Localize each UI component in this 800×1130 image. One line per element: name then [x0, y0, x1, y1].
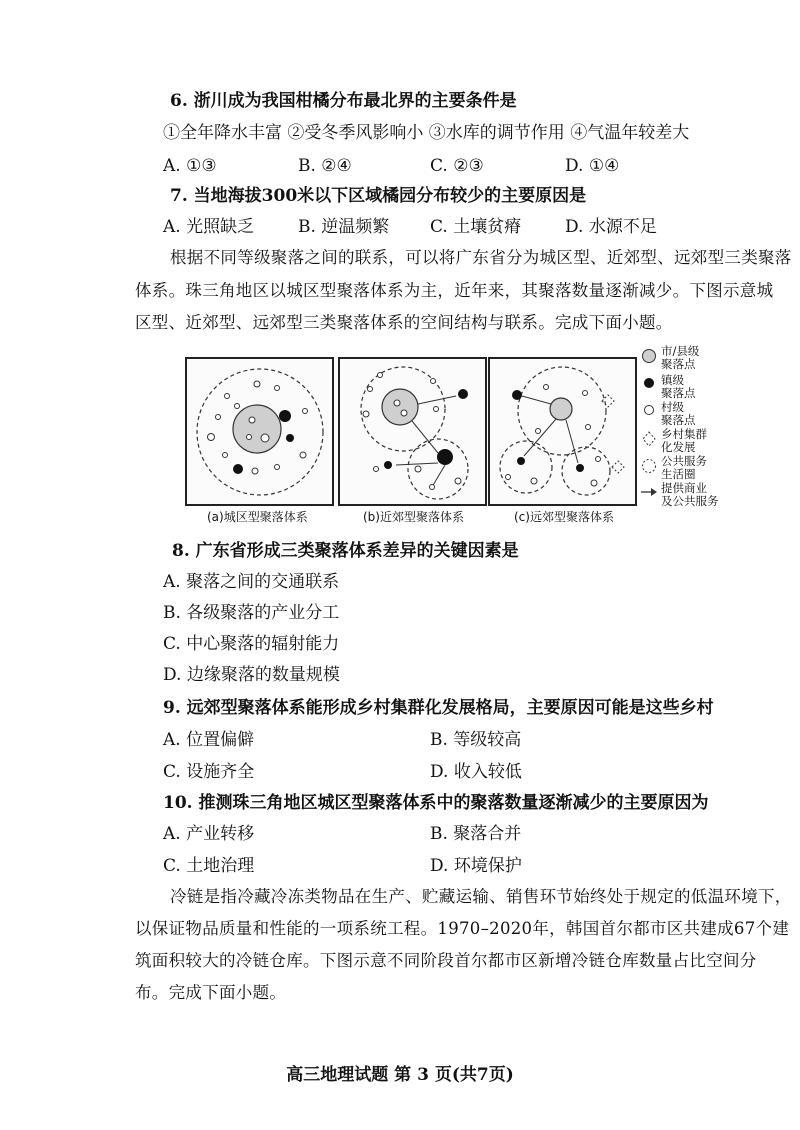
- town-settlement-icon: [643, 377, 655, 389]
- q10-option-d: D. 环境保护: [430, 856, 522, 876]
- q10-stem: 10. 推测珠三角地区城区型聚落体系中的聚落数量逐渐减少的主要原因为: [163, 793, 709, 813]
- exurban-settlement-diagram: [490, 359, 635, 504]
- service-arrow-icon: [640, 486, 658, 498]
- q9-stem: 9. 远郊型聚落体系能形成乡村集群化发展格局，主要原因可能是这些乡村: [163, 698, 714, 718]
- legend-service-arrow: 提供商业 及公共服务: [661, 481, 719, 508]
- urban-settlement-diagram: [187, 359, 332, 504]
- village-settlement-icon: [643, 404, 655, 416]
- figure-caption-b: (b)近郊型聚落体系: [363, 510, 464, 524]
- city-county-settlement-icon: [641, 348, 657, 364]
- passage2-line: 以保证物品质量和性能的一项系统工程。1970–2020年，韩国首尔都市区共建成67个建: [135, 919, 790, 938]
- q7-option-c: C. 土壤贫瘠: [430, 217, 522, 237]
- q8-option-b: B. 各级聚落的产业分工: [163, 603, 340, 623]
- passage1-line: 根据不同等级聚落之间的联系，可以将广东省分为城区型、近郊型、远郊型三类聚落: [170, 248, 792, 267]
- suburban-settlement-diagram: [340, 359, 485, 504]
- q10-option-c: C. 土地治理: [163, 856, 255, 876]
- q8-option-d: D. 边缘聚落的数量规模: [163, 665, 340, 685]
- q6-option-a: A. ①③: [163, 156, 217, 176]
- figure-panel-exurban: [488, 357, 637, 506]
- passage1-line: 区型、近郊型、远郊型三类聚落体系的空间结构与联系。完成下面小题。: [135, 313, 673, 332]
- q9-option-c: C. 设施齐全: [163, 762, 255, 782]
- q7-option-a: A. 光照缺乏: [163, 217, 255, 237]
- passage1-line: 体系。珠三角地区以城区型聚落体系为主，近年来，其聚落数量逐渐减少。下图示意城: [135, 281, 774, 300]
- q9-option-d: D. 收入较低: [430, 762, 522, 782]
- q6-stem: 6. 浙川成为我国柑橘分布最北界的主要条件是: [170, 91, 517, 111]
- legend-town: 镇级 聚落点: [661, 373, 696, 400]
- figure-caption-c: (c)远郊型聚落体系: [514, 510, 614, 524]
- q10-option-b: B. 聚落合并: [430, 824, 522, 844]
- passage2-line: 筑面积较大的冷链仓库。下图示意不同阶段首尔都市区新增冷链仓库数量占比空间分: [135, 951, 757, 970]
- figure-panel-urban: [185, 357, 334, 506]
- figure-panel-suburban: [338, 357, 487, 506]
- figure-caption-a: (a)城区型聚落体系: [207, 510, 308, 524]
- legend-rural-cluster: 乡村集群 化发展: [661, 427, 707, 454]
- q6-conditions: ①全年降水丰富 ②受冬季风影响小 ③水库的调节作用 ④气温年较差大: [163, 123, 690, 143]
- legend-public-service: 公共服务 生活圈: [661, 454, 707, 481]
- legend-village: 村级 聚落点: [661, 400, 696, 427]
- q9-option-a: A. 位置偏僻: [163, 730, 255, 750]
- q6-option-b: B. ②④: [298, 156, 352, 176]
- q7-option-b: B. 逆温频繁: [298, 217, 390, 237]
- q9-option-b: B. 等级较高: [430, 730, 522, 750]
- legend-city-county: 市/县级 聚落点: [661, 344, 700, 371]
- rural-cluster-icon: [641, 431, 657, 447]
- q6-option-d: D. ①④: [565, 156, 620, 176]
- q8-stem: 8. 广东省形成三类聚落体系差异的关键因素是: [172, 541, 519, 561]
- passage2-line: 冷链是指冷藏冷冻类物品在生产、贮藏运输、销售环节始终处于规定的低温环境下，: [170, 887, 792, 906]
- page-footer: 高三地理试题 第 3 页(共7页): [286, 1065, 514, 1085]
- q8-option-c: C. 中心聚落的辐射能力: [163, 634, 340, 654]
- public-service-circle-icon: [641, 458, 657, 474]
- q10-option-a: A. 产业转移: [163, 824, 255, 844]
- q8-option-a: A. 聚落之间的交通联系: [163, 572, 340, 592]
- passage2-line: 布。完成下面小题。: [135, 983, 287, 1002]
- q7-option-d: D. 水源不足: [565, 217, 657, 237]
- q7-stem: 7. 当地海拔300米以下区域橘园分布较少的主要原因是: [170, 186, 587, 206]
- q6-option-c: C. ②③: [430, 156, 484, 176]
